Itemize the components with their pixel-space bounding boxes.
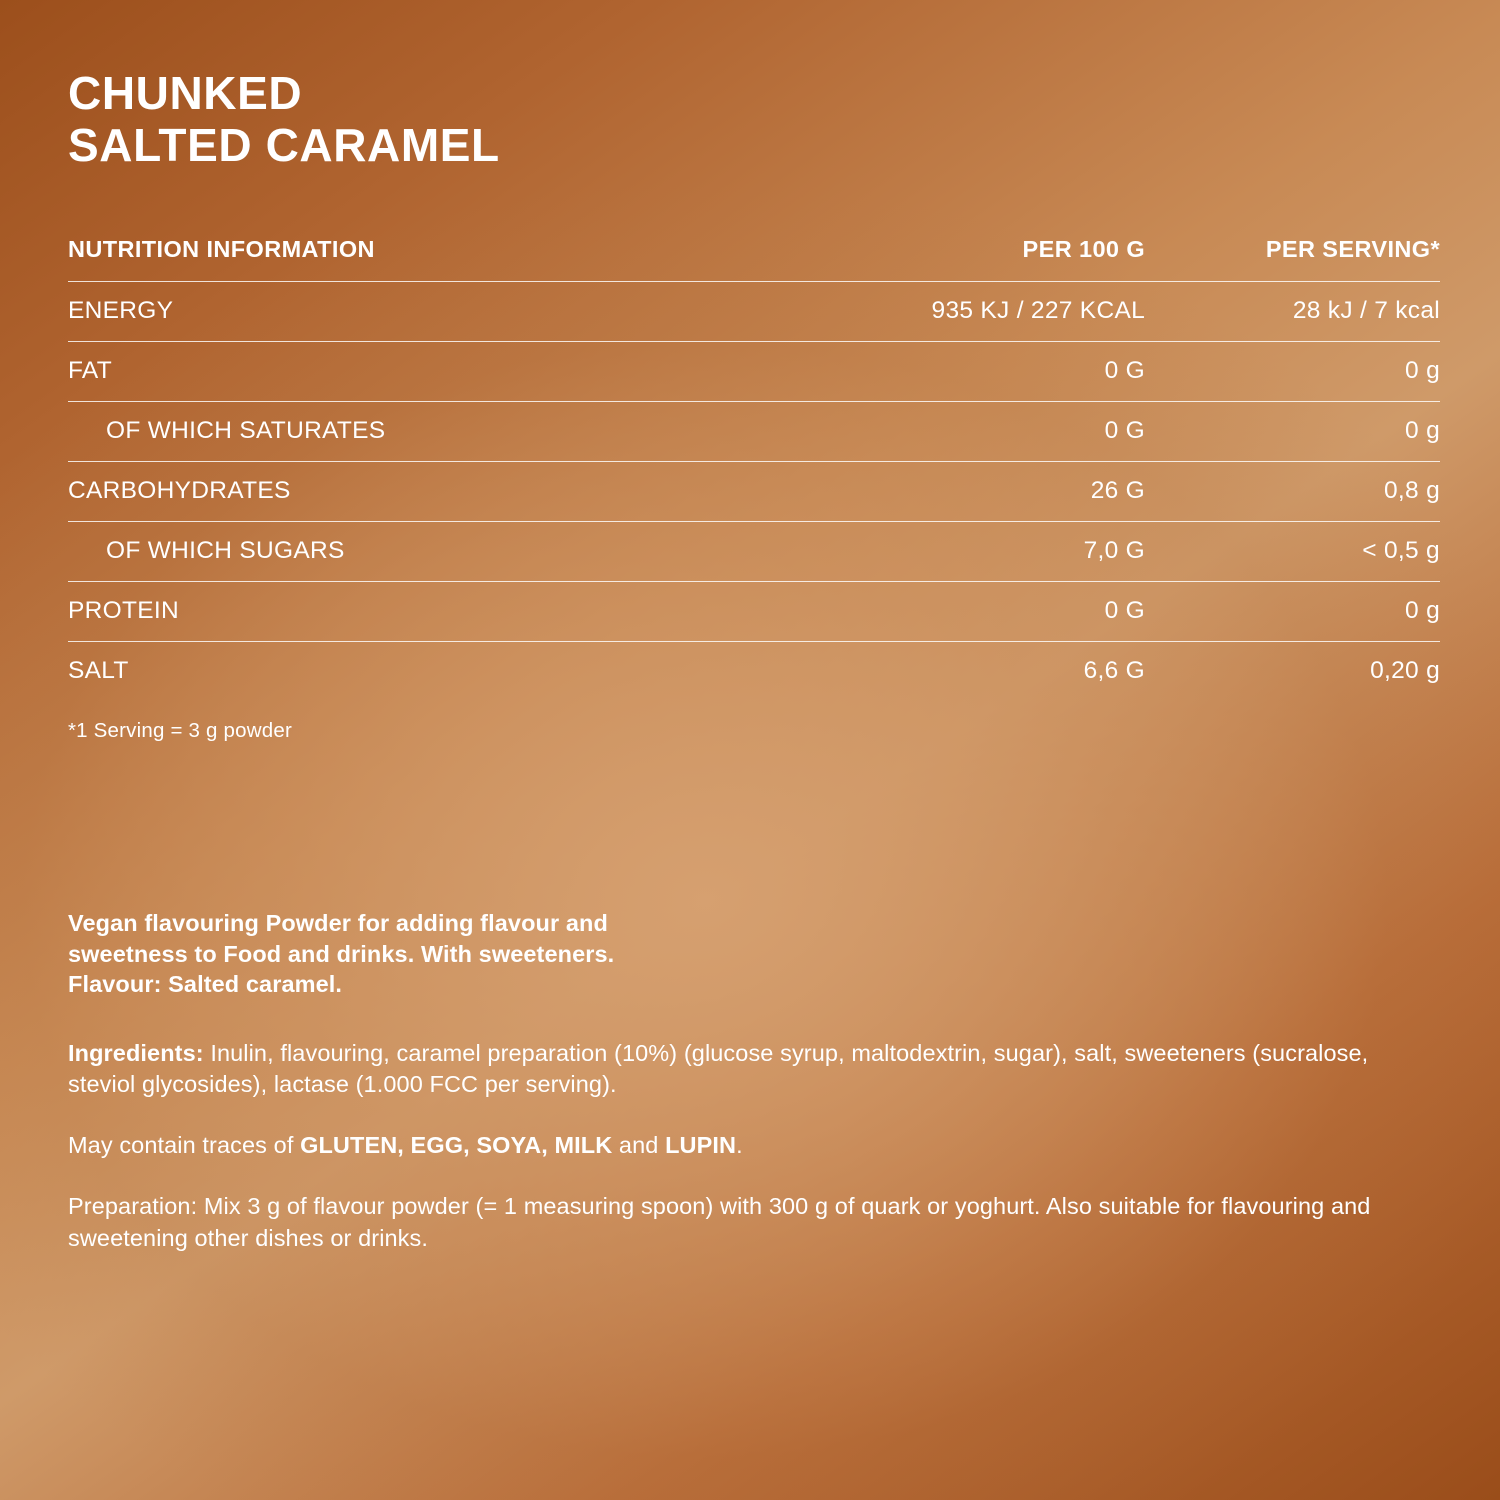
page-title xyxy=(68,68,1440,171)
table-row xyxy=(68,402,1440,462)
column-header-per-serving: PER SERVING* xyxy=(1265,236,1440,263)
nutrient-name: OF WHICH SUGARS xyxy=(68,522,795,582)
nutrient-per-100g: 0 G xyxy=(795,402,1145,462)
product-title-line-2: SALTED CARAMEL xyxy=(68,118,500,171)
nutrient-per-100g: 7,0 G xyxy=(795,522,1145,582)
ingredients-text: Inulin, flavouring, caramel preparation (10%) (glucose syrup, maltodextrin, sugar), salt, sweeteners (sucralose, steviol glycosides), lactase (1.000 FCC per serving). xyxy=(68,1039,1369,1097)
preparation-paragraph: Preparation: Mix 3 g of flavour powder (= 1 measuring spoon) with 300 g of quark or yoghurt. Also suitable for flavouring and sweetening other dishes or drinks. xyxy=(68,1193,1371,1251)
table-row xyxy=(68,522,1440,582)
allergens-prefix: May contain traces of xyxy=(68,1132,301,1159)
nutrient-per-serving: 0 g xyxy=(1145,342,1440,402)
description-line-1: Vegan flavouring Powder for adding flavour and xyxy=(68,910,608,937)
allergens-suffix: . xyxy=(736,1132,743,1159)
nutrient-per-serving: < 0,5 g xyxy=(1145,522,1440,582)
column-header-per-100g: PER 100 G xyxy=(1022,236,1146,263)
nutrient-name: ENERGY xyxy=(68,282,795,342)
allergens-conjunction: and xyxy=(612,1132,666,1159)
nutrient-per-serving: 0,20 g xyxy=(1145,642,1440,702)
nutrition-table-header xyxy=(68,236,1440,282)
table-row xyxy=(68,642,1440,702)
nutrient-per-100g: 935 KJ / 227 KCAL xyxy=(795,282,1145,342)
nutrient-per-serving: 0 g xyxy=(1145,582,1440,642)
nutrient-per-serving: 0,8 g xyxy=(1145,462,1440,522)
nutrient-name: FAT xyxy=(68,342,795,402)
description-line-2: sweetness to Food and drinks. With sweeteners. xyxy=(68,940,615,967)
allergen-lupin: LUPIN xyxy=(665,1132,737,1159)
nutrient-name: PROTEIN xyxy=(68,582,795,642)
nutrient-per-100g: 26 G xyxy=(795,462,1145,522)
description-block xyxy=(68,908,1440,1254)
column-header-nutrient: NUTRITION INFORMATION xyxy=(68,236,375,263)
nutrient-name: CARBOHYDRATES xyxy=(68,462,795,522)
nutrient-per-100g: 6,6 G xyxy=(795,642,1145,702)
nutrient-per-100g: 0 G xyxy=(795,342,1145,402)
table-row xyxy=(68,342,1440,402)
product-description xyxy=(68,908,1440,1000)
ingredients-label: Ingredients: xyxy=(68,1039,204,1066)
nutrient-per-serving: 28 kJ / 7 kcal xyxy=(1145,282,1440,342)
description-line-3: Flavour: Salted caramel. xyxy=(68,971,343,998)
label-content xyxy=(68,0,1440,1254)
allergens-paragraph xyxy=(68,1130,1440,1161)
table-row xyxy=(68,462,1440,522)
product-title-line-1: CHUNKED xyxy=(68,67,303,119)
table-row xyxy=(68,582,1440,642)
nutrient-name: SALT xyxy=(68,642,795,702)
serving-footnote: *1 Serving = 3 g powder xyxy=(68,719,292,743)
nutrient-name: OF WHICH SATURATES xyxy=(68,402,795,462)
allergens-list: GLUTEN, EGG, SOYA, MILK xyxy=(300,1132,613,1159)
table-row xyxy=(68,282,1440,342)
ingredients-paragraph xyxy=(68,1038,1440,1101)
nutrient-per-serving: 0 g xyxy=(1145,402,1440,462)
nutrition-table xyxy=(68,236,1440,701)
nutrient-per-100g: 0 G xyxy=(795,582,1145,642)
